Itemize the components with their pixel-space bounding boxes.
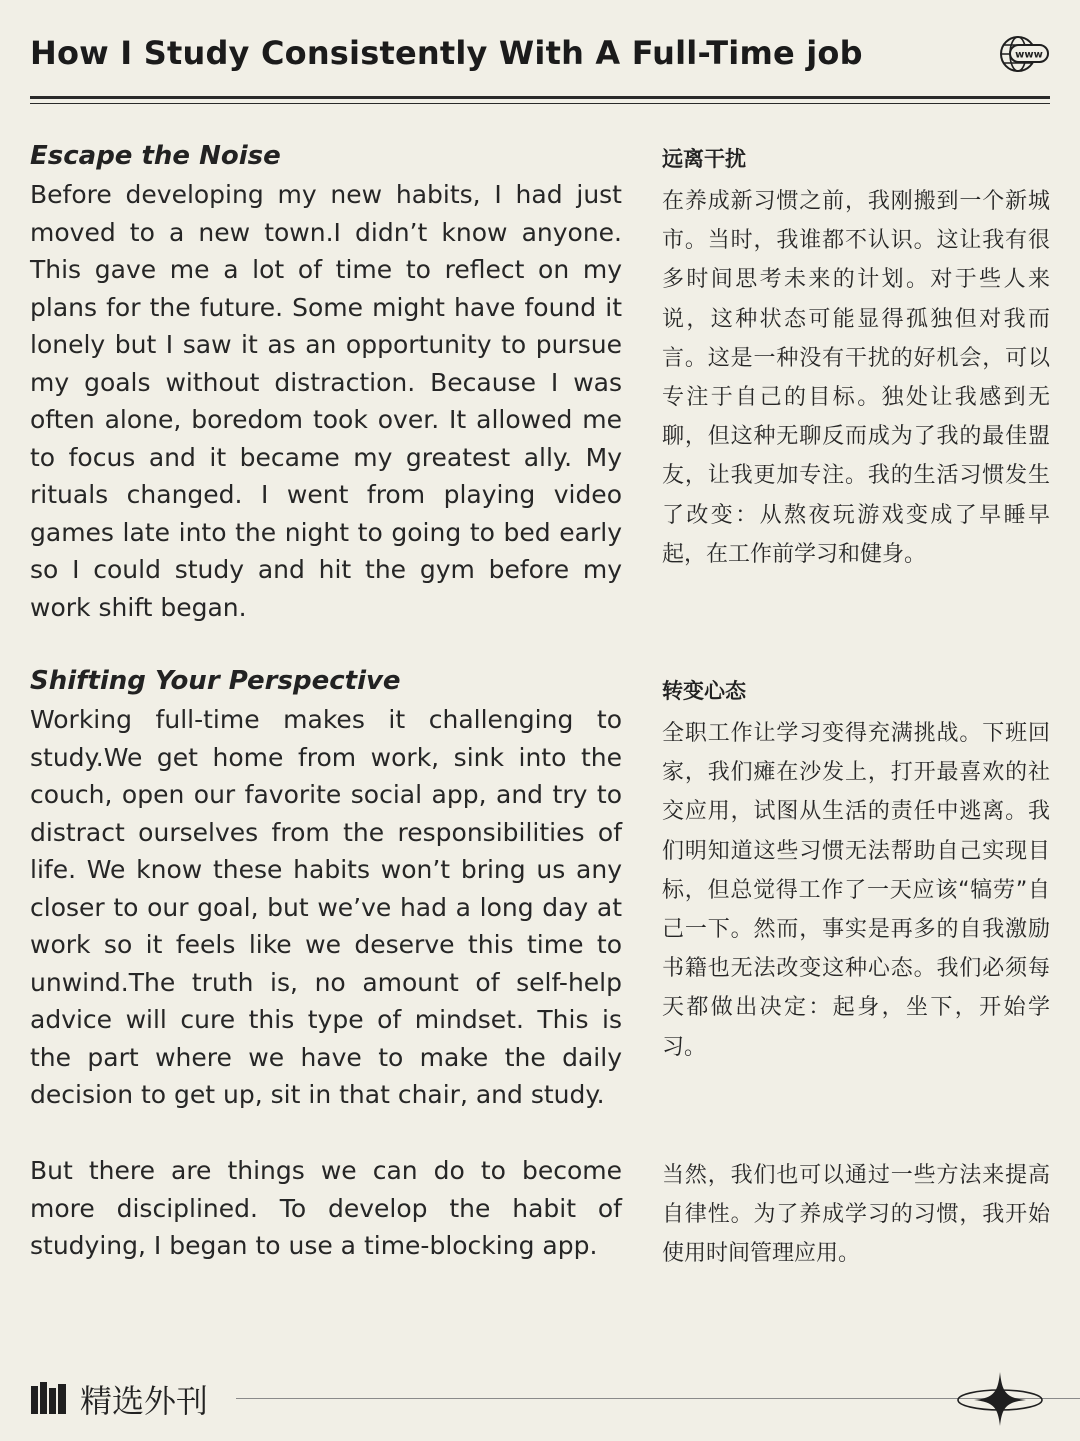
zh-section-escape <box>662 144 1050 574</box>
en-body-escape: Before developing my new habits, I had just moved to a new town.I didn’t know anyone. This gave me a lot of time to reflect on my plans for the future. Some might have found it lonely but I saw it as an opportunity to pursue my goals without distraction. Because I was often alone, boredom took over. It allowed me to focus and it became my greatest ally. My rituals changed. I went from playing video games late into the night to going to bed early so I could study and hit the gym before my work shift began. <box>30 180 622 622</box>
zh-heading-perspective: 转变心态 <box>662 679 746 703</box>
header-rule <box>30 96 1050 99</box>
en-section-discipline <box>30 1152 622 1265</box>
en-section-perspective <box>30 665 622 1114</box>
en-heading-perspective: Shifting Your Perspective <box>30 666 401 696</box>
globe-www-icon <box>996 34 1050 74</box>
logo-text: www <box>1015 49 1043 61</box>
en-heading-escape: Escape the Noise <box>30 141 281 171</box>
page-title: How I Study Consistently With A Full-Time job <box>30 34 863 72</box>
brand-name: 精选外刊 <box>80 1382 209 1420</box>
footer-rule <box>236 1398 1080 1399</box>
zh-body-escape: 在养成新习惯之前，我刚搬到一个新城市。当时，我谁都不认识。这让我有很多时间思考未来的计划。对于些人来说，这种状态可能显得孤独但对我而言。这是一种没有干扰的好机会，可以专注于自己的目标。独处让我感到无聊，但这种无聊反而成为了我的最佳盟友，让我更加专注。我的生活习惯发生了改变：从熬夜玩游戏变成了早睡早起，在工作前学习和健身。 <box>662 189 1050 567</box>
page-footer <box>30 1368 1080 1428</box>
four-point-star-icon <box>956 1370 1080 1426</box>
en-body-perspective: Working full-time makes it challenging to study.We get home from work, sink into the couch, open our favorite social app, and try to distract ourselves from the responsibilities of life. We know these habits won’t bring us any closer to our goal, but we’ve had a long day at work so it feels like we deserve this time to unwind.The truth is, no amount of self-help advice will cure this type of mindset. This is the part where we have to make the daily decision to get up, sit in that chair, and study. <box>30 705 622 1109</box>
zh-body-perspective: 全职工作让学习变得充满挑战。下班回家，我们瘫在沙发上，打开最喜欢的社交应用，试图从生活的责任中逃离。我们明知道这些习惯无法帮助自己实现目标，但总觉得工作了一天应该“犒劳”自己一下。然而，事实是再多的自我激励书籍也无法改变这种心态。我们必须每天都做出决定：起身，坐下，开始学习。 <box>662 721 1050 1060</box>
page-header <box>30 30 1050 100</box>
en-section-escape <box>30 140 622 626</box>
zh-section-discipline <box>662 1156 1050 1274</box>
books-icon <box>30 1382 68 1414</box>
zh-body-discipline: 当然，我们也可以通过一些方法来提高自律性。为了养成学习的习惯，我开始使用时间管理应用。 <box>662 1163 1050 1267</box>
en-body-discipline: But there are things we can do to become more disciplined. To develop the habit of studying, I began to use a time-blocking app. <box>30 1156 622 1260</box>
zh-section-perspective <box>662 676 1050 1067</box>
header-rule-thin <box>30 103 1050 104</box>
zh-heading-escape: 远离干扰 <box>662 147 746 171</box>
